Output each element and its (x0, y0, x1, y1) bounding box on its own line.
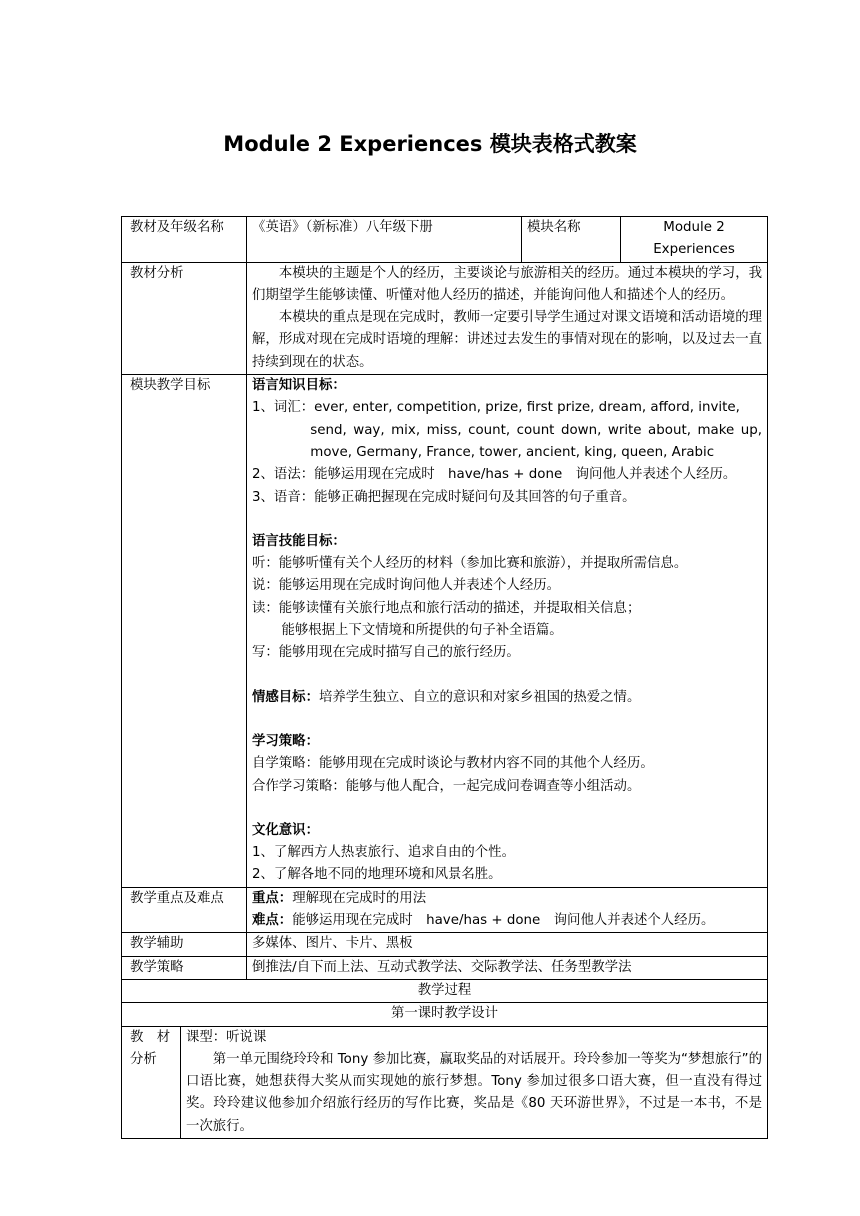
textbook-value: 《英语》（新标准）八年级下册 (247, 217, 522, 263)
key-point (252, 888, 762, 910)
module-name-label: 模块名称 (522, 217, 621, 263)
methods-label: 教学策略 (122, 956, 247, 979)
key-heading: 重点： (252, 890, 293, 906)
lesson1-label-line2: 分析 (130, 1051, 157, 1067)
methods-value: 倒推法/自下而上法、互动式教学法、交际教学法、任务型教学法 (247, 956, 768, 979)
lesson1-analysis-content (181, 1026, 768, 1138)
analysis-paragraph-2: 本模块的重点是现在完成时，教师一定要引导学生通过对课文语境和活动语境的理解，形成对现在完成时语境的理解：讲述过去发生的事情对现在的影响，以及过去一直持续到现在的状态。 (252, 310, 763, 370)
aids-label: 教学辅助 (122, 933, 247, 956)
module-name-line2: Experiences (653, 242, 735, 258)
analysis-label: 教材分析 (122, 262, 247, 374)
goals-content (247, 375, 768, 888)
coop-study-strategy: 合作学习策略：能够与他人配合，一起完成问卷调查等小组活动。 (252, 778, 641, 794)
lesson1-analysis-label (122, 1026, 181, 1138)
vocab-line1: ever, enter, competition, prize, first prize, dream, afford, invite, (314, 400, 740, 416)
process-header: 教学过程 (122, 979, 768, 1002)
skills-heading: 语言技能目标： (252, 533, 346, 549)
self-study-strategy: 自学策略：能够用现在完成时谈论与教材内容不同的其他个人经历。 (252, 756, 654, 772)
aids-value: 多媒体、图片、卡片、黑板 (247, 933, 768, 956)
lesson-plan-table (121, 216, 768, 1139)
row-key-points (122, 887, 768, 933)
writing-goal: 写：能够用现在完成时描写自己的旅行经历。 (252, 645, 520, 661)
textbook-label: 教材及年级名称 (122, 217, 247, 263)
vocab-rest: send, way, mix, miss, count, count down, write about, make up, move, Germany, France, tower, ancient, king, queen, Arabic (310, 422, 763, 460)
key-text: 理解现在完成时的用法 (292, 890, 427, 906)
module-name-line1: Module 2 (663, 220, 725, 235)
listening-goal: 听：能够听懂有关个人经历的材料（参加比赛和旅游），并提取所需信息。 (252, 556, 688, 572)
difficult-point (252, 910, 762, 932)
analysis-paragraph-1: 本模块的主题是个人的经历，主要谈论与旅游相关的经历。通过本模块的学习，我们期望学生能够读懂、听懂对他人经历的描述，并能询问他人和描述个人的经历。 (252, 265, 763, 303)
row-aids (122, 933, 768, 956)
lesson1-analysis-text: 第一单元围绕玲玲和 Tony 参加比赛，赢取奖品的对话展开。玲玲参加一等奖为“梦想旅行”的口语比赛，她想获得大奖从而实现她的旅行梦想。Tony 参加过很多口语大赛，但一直没有得过奖。玲玲建议他参加介绍旅行经历的写作比赛，奖品是《80 天环游世界》，不过是一本书，不是一次旅行。 (186, 1051, 763, 1134)
module-name-value (621, 217, 768, 263)
row-goals (122, 375, 768, 888)
reading-goal-2: 能够根据上下文情境和所提供的句子补全语篇。 (281, 623, 563, 639)
lesson-type: 课型：听说课 (186, 1029, 267, 1045)
analysis-content (247, 262, 768, 374)
goals-label: 模块教学目标 (122, 375, 247, 888)
lesson1-header: 第一课时教学设计 (122, 1003, 768, 1026)
row-textbook (122, 217, 768, 263)
emotion-heading: 情感目标： (252, 689, 319, 705)
row-lesson1-header (122, 1003, 768, 1026)
key-points-label: 教学重点及难点 (122, 887, 247, 933)
emotion-goal (252, 687, 762, 709)
vocab-line (252, 397, 762, 419)
page-title: Module 2 Experiences 模块表格式教案 (223, 132, 637, 156)
row-analysis (122, 262, 768, 374)
row-lesson1-analysis (122, 1026, 768, 1138)
key-points-content (247, 887, 768, 933)
vocab-prefix: 1、词汇： (252, 400, 315, 416)
culture-heading: 文化意识： (252, 822, 319, 838)
reading-goal-1: 读：能够读懂有关旅行地点和旅行活动的描述，并提取相关信息； (252, 600, 641, 616)
culture-item-2: 2、了解各地不同的地理环境和风景名胜。 (252, 867, 502, 883)
row-process-header (122, 979, 768, 1002)
difficult-text: 能够运用现在完成时 have/has + done 询问他人并表述个人经历。 (292, 913, 715, 929)
knowledge-heading: 语言知识目标： (252, 378, 346, 394)
row-methods (122, 956, 768, 979)
grammar-goal: 2、语法：能够运用现在完成时 have/has + done 询问他人并表述个人经历。 (252, 467, 737, 483)
phonetics-goal: 3、语音：能够正确把握现在完成时疑问句及其回答的句子重音。 (252, 489, 636, 505)
speaking-goal: 说：能够运用现在完成时询问他人并表述个人经历。 (252, 578, 560, 594)
culture-item-1: 1、了解西方人热衷旅行、追求自由的个性。 (252, 845, 515, 861)
difficult-heading: 难点： (252, 913, 293, 929)
strategy-heading: 学习策略： (252, 733, 319, 749)
emotion-text: 培养学生独立、自立的意识和对家乡祖国的热爱之情。 (318, 689, 641, 705)
lesson1-label-line1: 教 材 (130, 1029, 171, 1045)
